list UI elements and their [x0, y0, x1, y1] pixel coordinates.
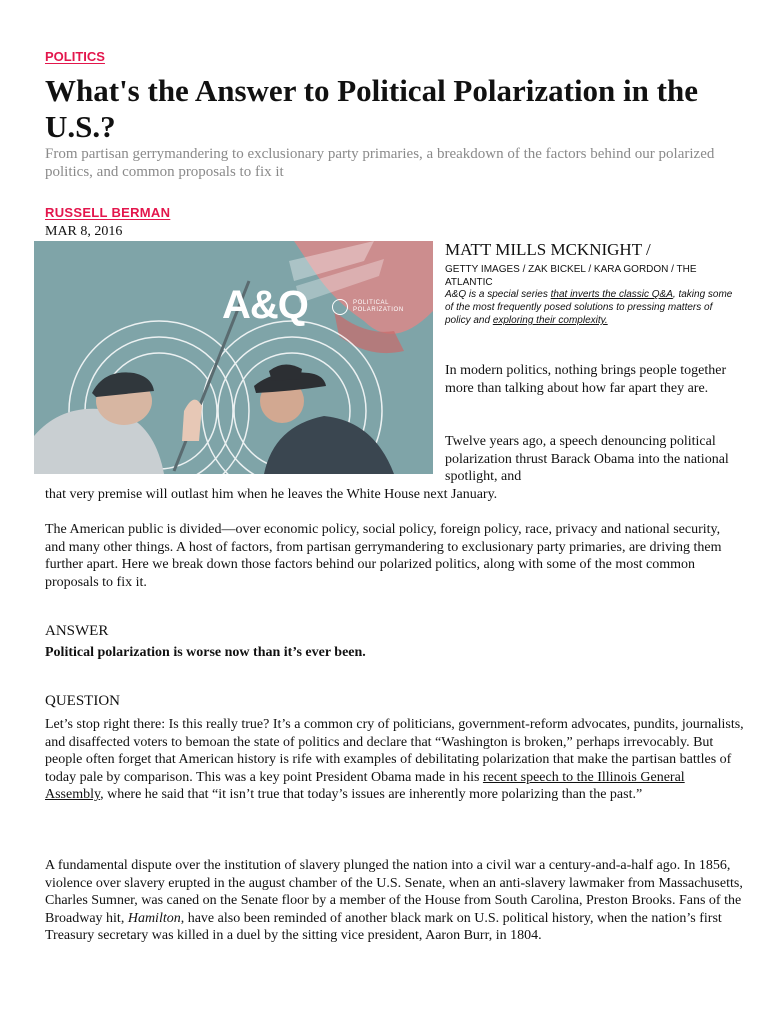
badge-line-1: POLITICAL: [353, 300, 390, 306]
hamilton-title: Hamilton: [127, 910, 181, 926]
paragraph-history: [45, 857, 745, 945]
paragraph-question: [45, 716, 745, 804]
illinois-speech-link[interactable]: recent speech to the Illinois General Assembly: [45, 769, 685, 803]
question-label: QUESTION: [45, 693, 120, 709]
paragraph-history-text-2: , have also been reminded of another black mark on U.S. political history, when the nation’s first Treasury secretary was killed in a duel by the sitting vice president, Aaron Burr, in 1804.: [45, 910, 722, 944]
publish-date: MAR 8, 2016: [45, 224, 123, 239]
polarization-badge: [332, 299, 404, 315]
answer-label: ANSWER: [45, 623, 109, 639]
series-note-text-2: , taking some of the most frequently posed solutions to pressing matters of policy and: [445, 289, 733, 326]
series-note-text-1: A&Q is a special series: [445, 289, 551, 300]
aq-logo: A&Q: [222, 283, 308, 327]
badge-circle-icon: [332, 299, 348, 315]
paragraph-question-text-1: Let’s stop right there: Is this really true? It’s a common cry of politicians, government-reform advocates, pundits, journalists, and disaffected voters to bemoan the state of politics and declare that “Washington is broken,” perhaps irrevocably. But people often forget that American history is rife with examples of debilitating polarization that make the partisan battles of today pale by comparison. This was a key point President Obama made in his: [45, 717, 744, 785]
section-link[interactable]: POLITICS: [45, 49, 105, 64]
paragraph-history-text-1: A fundamental dispute over the institution of slavery plunged the nation into a civil war a century-and-a-half ago. In 1856, violence over slavery erupted in the august chamber of the U.S. Senate, when an anti-slavery lawmaker from Massachusetts, Charles Sumner, was caned on the Senate floor by a member of the House from South Carolina, Preston Brooks. Fans of the Broadway hit,: [45, 858, 743, 926]
hero-image: [34, 241, 433, 474]
paragraph-obama-part1: Twelve years ago, a speech denouncing political polarization thrust Barack Obama into the national spotlight, and: [445, 434, 729, 485]
paragraph-question-text-2: , where he said that “it isn’t true that today’s issues are inherently more polarizing than the past.”: [100, 787, 643, 803]
series-link-complexity[interactable]: exploring their complexity.: [492, 315, 608, 326]
badge-line-2: POLARIZATION: [353, 307, 404, 313]
series-note: [445, 288, 740, 327]
hero-illustration: [34, 241, 433, 474]
paragraph-obama-part2: that very premise will outlast him when he leaves the White House next January.: [45, 487, 498, 502]
article-dek: From partisan gerrymandering to exclusionary party primaries, a breakdown of the factors behind our polarized politics, and common proposals to fix it: [45, 146, 715, 180]
photo-credit-main: MATT MILLS MCKNIGHT /: [445, 240, 651, 259]
paragraph-divided: The American public is divided—over economic policy, social policy, foreign policy, race, privacy and national security, and many other things. A host of factors, from partisan gerrymandering to exclusionary party primaries, are driving them further apart. Here we break down those factors behind our polarized politics, along with some of the most common proposals to fix it.: [45, 522, 722, 590]
answer-text: Political polarization is worse now than it’s ever been.: [45, 645, 366, 660]
photo-credit-sub: GETTY IMAGES / ZAK BICKEL / KARA GORDON / THE ATLANTIC: [445, 264, 697, 288]
paragraph-intro: In modern politics, nothing brings people together more than talking about how far apart they are.: [445, 363, 727, 396]
series-link-qa[interactable]: that inverts the classic Q&A: [550, 289, 673, 300]
article-headline: What's the Answer to Political Polarization in the U.S.?: [45, 73, 698, 144]
author-link[interactable]: RUSSELL BERMAN: [45, 205, 171, 220]
